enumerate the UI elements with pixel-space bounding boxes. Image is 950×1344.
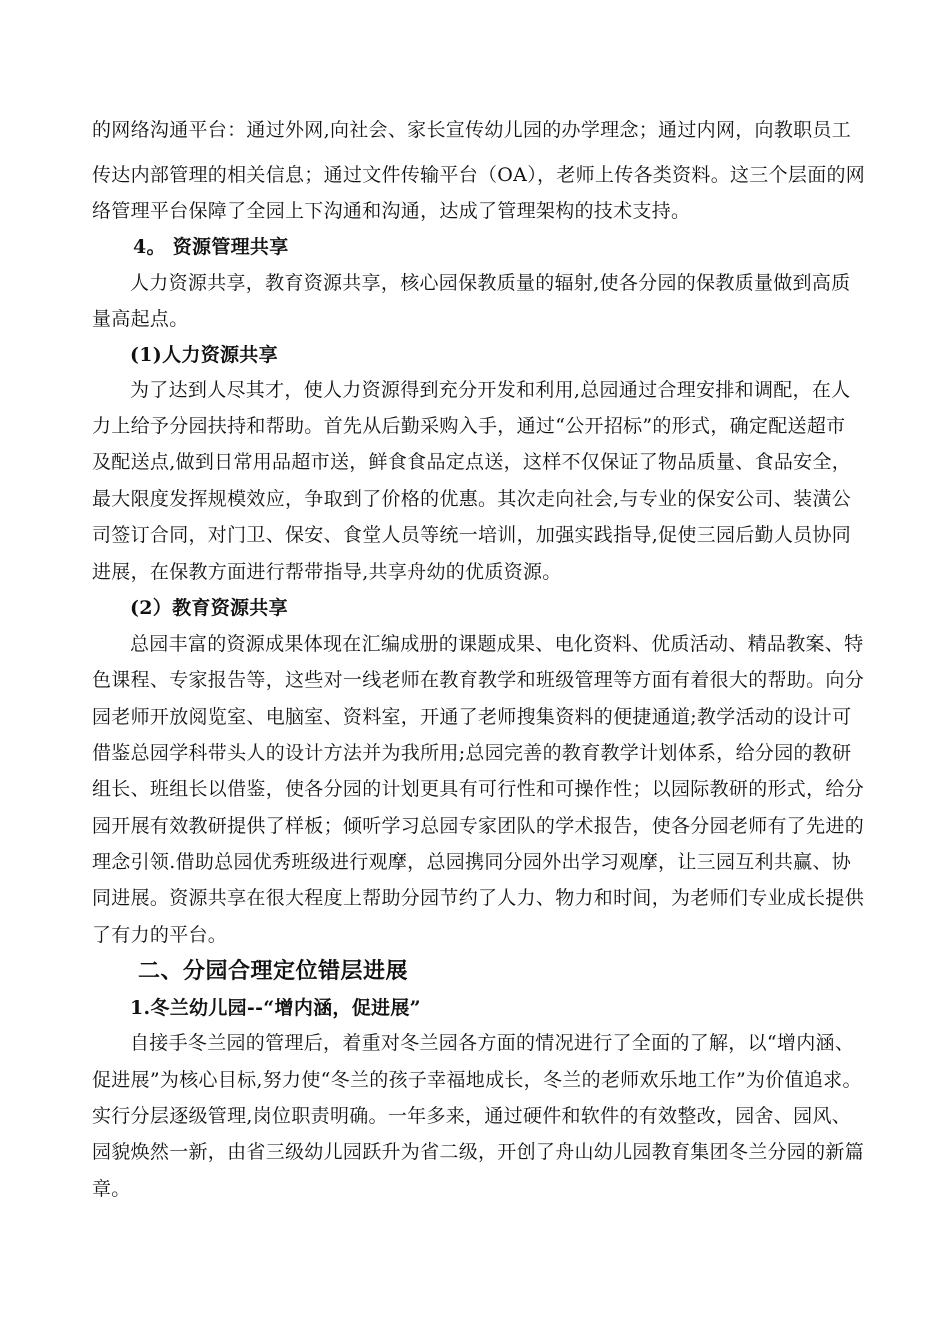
paragraph-line: 章。 — [92, 1178, 131, 1200]
paragraph-line: 园开展有效教研提供了样板；倾听学习总园专家团队的学术报告，使各分园老师有了先进的 — [92, 815, 865, 837]
paragraph-line: 色课程、专家报告等，这些对一线老师在教育教学和班级管理等方面有着很大的帮助。向分 — [92, 669, 865, 691]
paragraph-line: 力上给予分园扶持和帮助。首先从后勤采购入手，通过“公开招标”的形式，确定配送超市 — [92, 415, 846, 437]
paragraph-line: 传达内部管理的相关信息；通过文件传输平台（OA），老师上传各类资料。这三个层面的网 — [92, 164, 866, 186]
paragraph-line: 促进展”为核心目标,努力使“冬兰的孩子幸福地成长，冬兰的老师欢乐地工作”为价值追求。 — [92, 1069, 862, 1091]
paragraph-line: 组长、班组长以借鉴，使各分园的计划更具有可行性和可操作性；以园际教研的形式，给分 — [92, 778, 865, 800]
paragraph-line: 园老师开放阅览室、电脑室、资料室，开通了老师搜集资料的便捷通道;教学活动的设计可 — [92, 706, 852, 728]
paragraph-line: 自接手冬兰园的管理后，着重对冬兰园各方面的情况进行了全面的了解，以“增内涵、 — [130, 1032, 855, 1054]
paragraph-line: 司签订合同，对门卫、保安、食堂人员等统一培训，加强实践指导,促使三园后勤人员协同 — [92, 524, 852, 546]
paragraph-line: 了有力的平台。 — [92, 924, 228, 946]
paragraph-line: 人力资源共享，教育资源共享，核心园保教质量的辐射,使各分园的保教质量做到高质 — [130, 272, 851, 294]
section-heading: 4。 资源管理共享 — [133, 236, 289, 258]
subsection-heading: (2）教育资源共享 — [130, 597, 288, 619]
paragraph-line: 理念引领.借助总园优秀班级进行观摩，总园携同分园外出学习观摩，让三园互利共赢、协 — [92, 851, 852, 873]
paragraph-line: 总园丰富的资源成果体现在汇编成册的课题成果、电化资料、优质活动、精品教案、特 — [130, 633, 864, 655]
paragraph-line: 实行分层逐级管理,岗位职责明确。一年多来，通过硬件和软件的有效整改，园舍、园风、 — [92, 1105, 852, 1127]
subsection-heading: (1)人力资源共享 — [130, 344, 278, 366]
paragraph-line: 同进展。资源共享在很大程度上帮助分园节约了人力、物力和时间，为老师们专业成长提供 — [92, 887, 865, 909]
paragraph-line: 借鉴总园学科带头人的设计方法并为我所用;总园完善的教育教学计划体系，给分园的教研 — [92, 742, 852, 764]
paragraph-line: 的网络沟通平台：通过外网,向社会、家长宣传幼儿园的办学理念；通过内网，向教职员工 — [92, 119, 852, 141]
paragraph-line: 为了达到人尽其才，使人力资源得到充分开发和利用,总园通过合理安排和调配，在人 — [130, 379, 851, 401]
paragraph-line: 及配送点,做到日常用品超市送，鲜食食品定点送，这样不仅保证了物品质量、食品安全， — [92, 451, 852, 473]
paragraph-line: 络管理平台保障了全园上下沟通和沟通，达成了管理架构的技术支持。 — [92, 200, 691, 222]
subsection-heading: 1.冬兰幼儿园--“增内涵，促进展” — [130, 997, 421, 1019]
paragraph-line: 最大限度发挥规模效应，争取到了价格的优惠。其次走向社会,与专业的保安公司、装潢公 — [92, 488, 852, 510]
chapter-heading: 二、分园合理定位错层进展 — [138, 959, 409, 984]
paragraph-line: 园貌焕然一新，由省三级幼儿园跃升为省二级，开创了舟山幼儿园教育集团冬兰分园的新篇 — [92, 1141, 865, 1163]
paragraph-line: 量高起点。 — [92, 308, 189, 330]
paragraph-line: 进展，在保教方面进行帮带指导,共享舟幼的优质资源。 — [92, 561, 562, 583]
